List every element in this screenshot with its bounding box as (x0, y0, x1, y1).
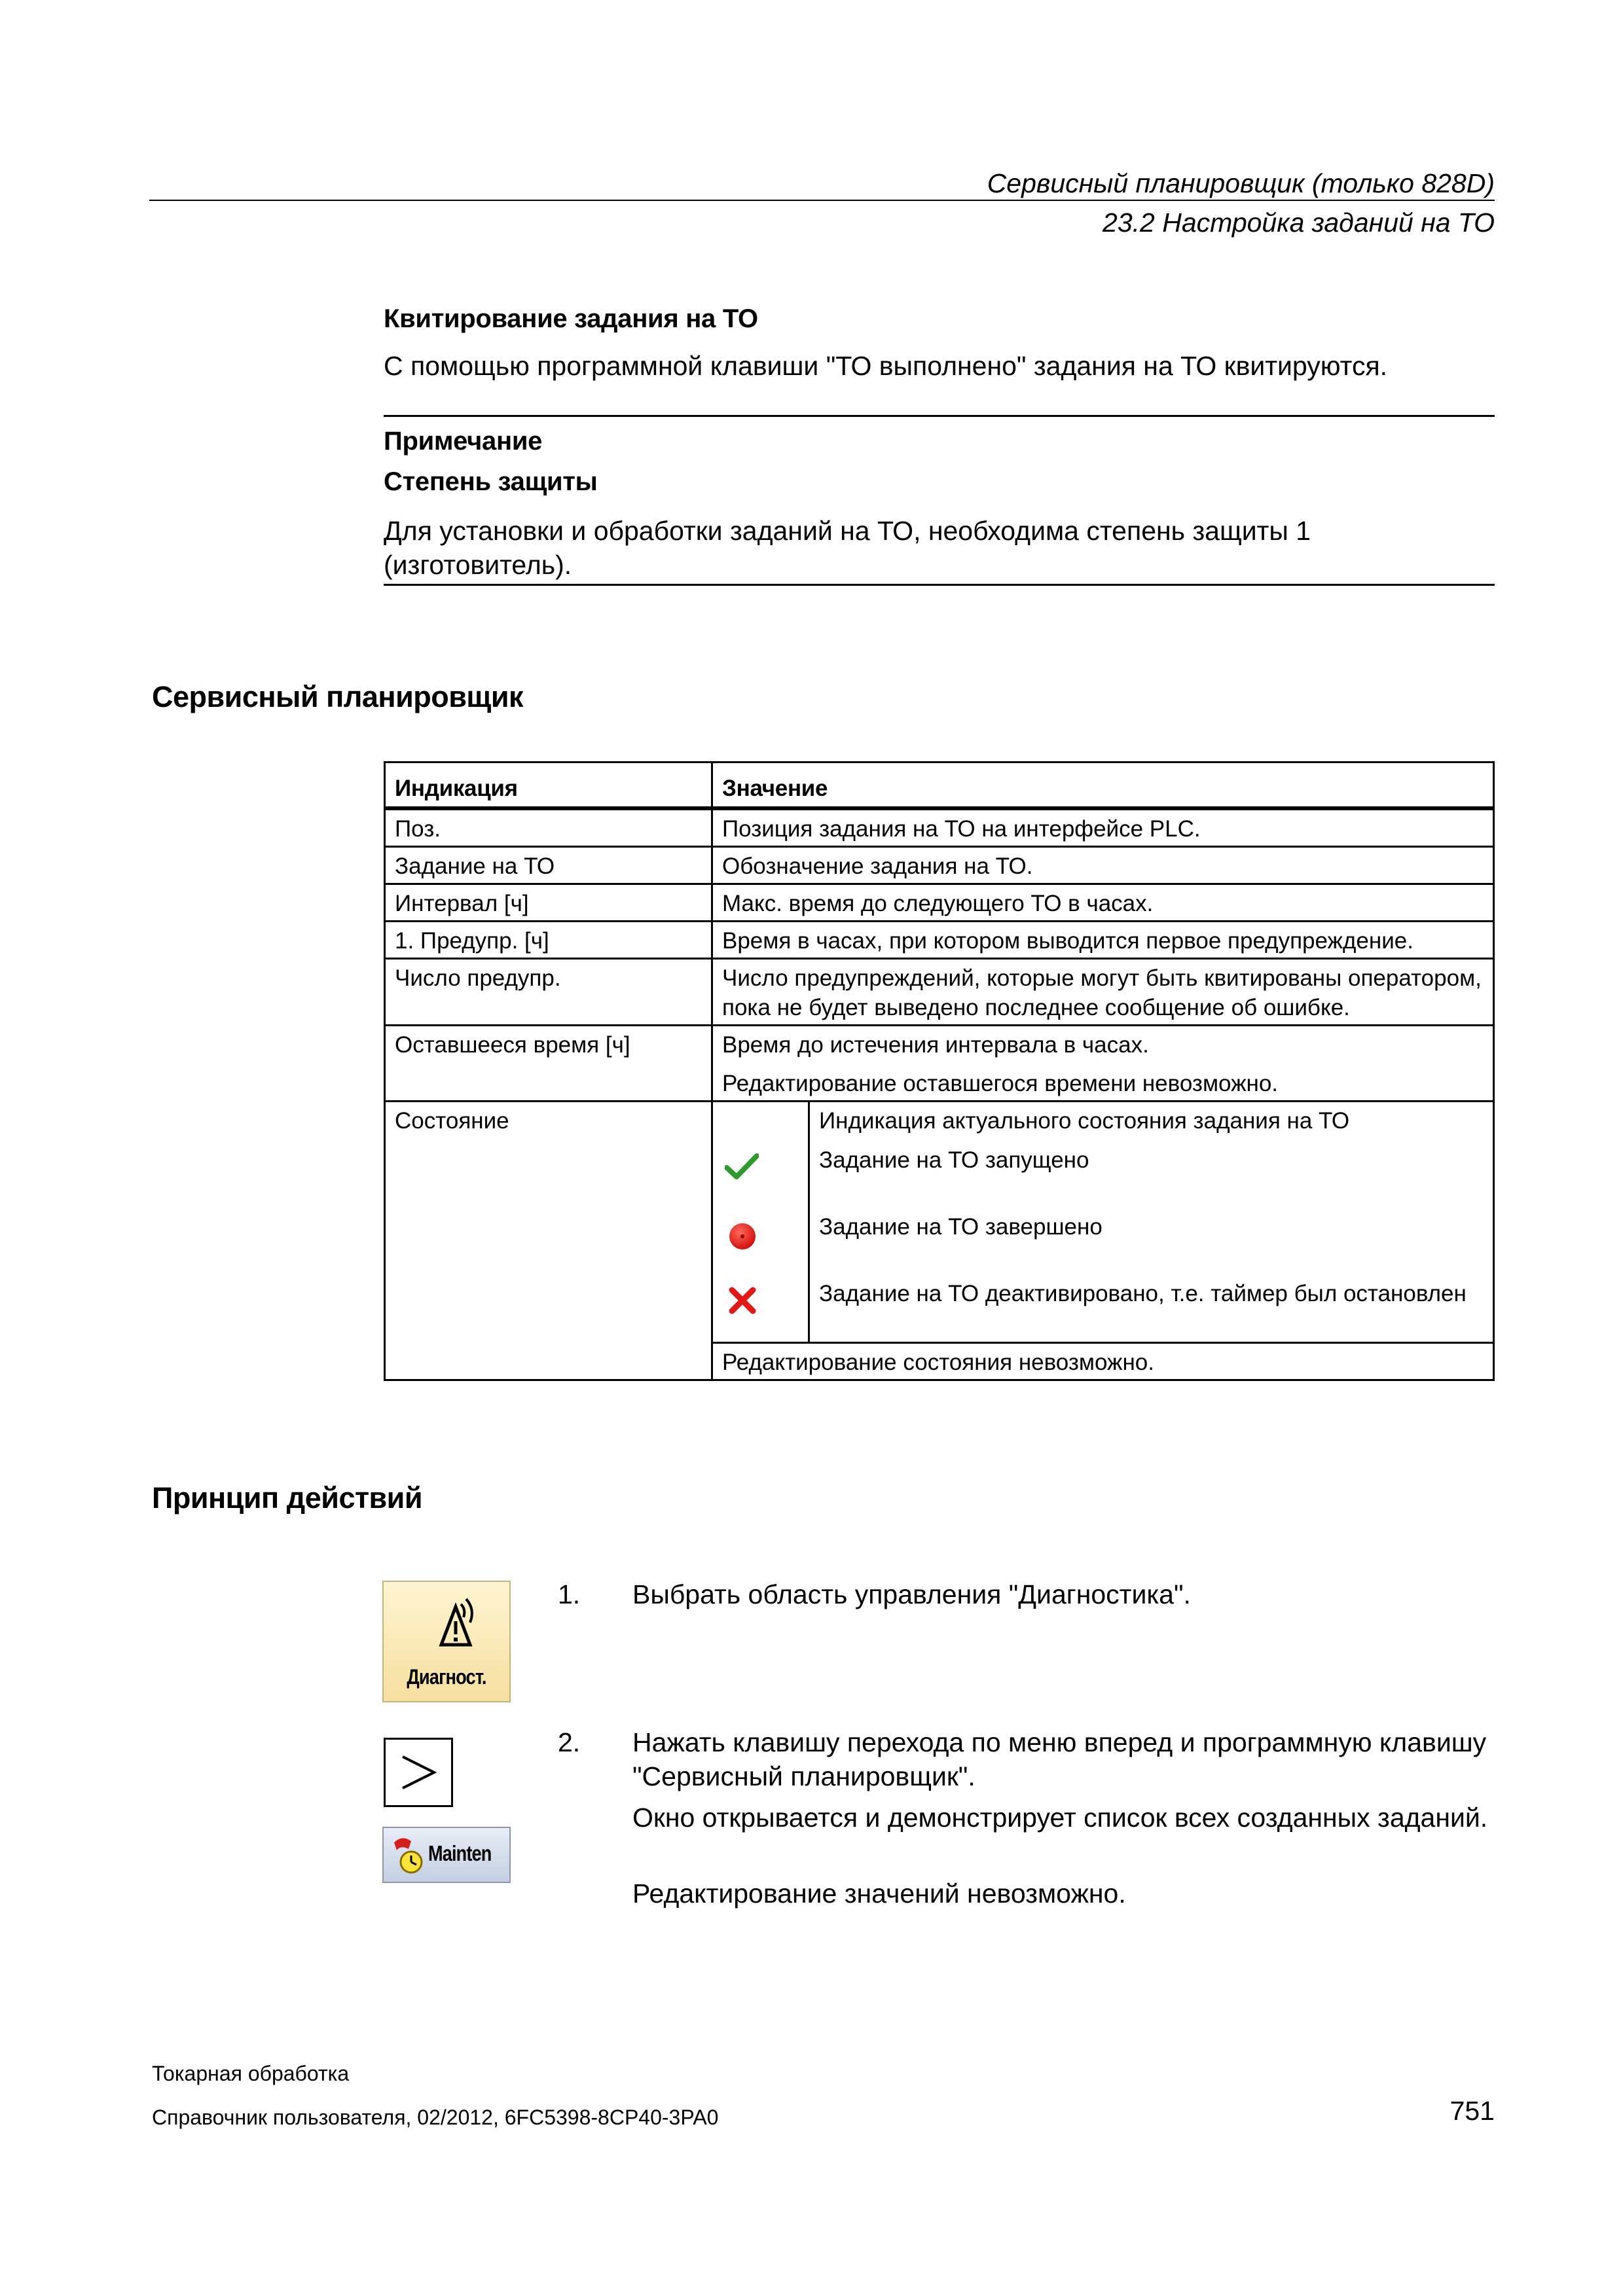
note-top-rule (384, 415, 1495, 417)
table-header-row (385, 762, 1494, 809)
table-row (385, 922, 1494, 959)
meaning-cell: Обозначение задания на ТО. (712, 847, 1494, 884)
meaning-cell: Макс. время до следующего ТО в часах. (712, 884, 1494, 922)
section-title-scheduler: Сервисный планировщик (152, 680, 524, 713)
table-row (385, 847, 1494, 884)
indication-table (384, 761, 1495, 1381)
step-text: Выбрать область управления "Диагностика". (632, 1579, 1191, 1609)
diagnostics-softkey-label: Диагност. (407, 1665, 486, 1689)
step-text: Окно открывается и демонстрирует список всех созданных заданий. (632, 1803, 1488, 1833)
acknowledge-text: С помощью программной клавиши "ТО выполнено" задания на ТО квитируются. (384, 351, 1388, 381)
table-row-state (385, 1102, 1494, 1343)
green-check-icon (725, 1152, 759, 1181)
meaning-cell (712, 1026, 1494, 1102)
note-label: Примечание (384, 427, 543, 456)
state-icon-column (713, 1102, 810, 1342)
indication-cell: Оставшееся время [ч] (385, 1026, 712, 1102)
section-header: 23.2 Настройка заданий на ТО (1103, 207, 1495, 238)
section-title-procedure: Принцип действий (152, 1481, 422, 1515)
note-bottom-rule (384, 584, 1495, 586)
diagnostics-softkey[interactable] (382, 1581, 511, 1702)
note-text: Для установки и обработки заданий на ТО, необходима степень защиты 1 (изготовитель). (384, 516, 1311, 580)
step-number: 2. (558, 1727, 581, 1757)
red-cross-icon (729, 1287, 756, 1314)
footer-product: Токарная обработка (152, 2062, 350, 2085)
meaning-note: Редактирование оставшегося времени невозможно. (722, 1071, 1279, 1096)
state-finished-text: Задание на ТО завершено (819, 1214, 1103, 1240)
meaning-cell: Время в часах, при котором выводится первое предупреждение. (712, 922, 1494, 959)
indication-cell: Поз. (385, 808, 712, 847)
acknowledge-title: Квитирование задания на ТО (384, 304, 758, 333)
red-circle-icon (727, 1221, 757, 1251)
state-intro: Индикация актуального состояния задания на ТО (819, 1108, 1350, 1134)
menu-forward-key[interactable] (384, 1738, 453, 1807)
indication-cell: 1. Предупр. [ч] (385, 922, 712, 959)
state-text-column (810, 1102, 1493, 1342)
note-subtitle: Степень защиты (384, 467, 598, 496)
page-number: 751 (1450, 2096, 1495, 2126)
step-text: Редактирование значений невозможно. (632, 1878, 1126, 1909)
indication-cell: Число предупр. (385, 959, 712, 1026)
column-header-indication: Индикация (385, 762, 712, 809)
maintenance-softkey-label: Mainten (428, 1841, 492, 1865)
meaning-cell: Редактирование состояния невозможно. (712, 1343, 1494, 1380)
maintenance-softkey[interactable] (382, 1827, 511, 1883)
header-rule (149, 200, 1495, 201)
footer-document: Справочник пользователя, 02/2012, 6FC5398-8CP40-3PA0 (152, 2106, 719, 2129)
chevron-right-icon (386, 1740, 451, 1805)
column-header-meaning: Значение (712, 762, 1494, 809)
chapter-header: Сервисный планировщик (только 828D) (987, 168, 1495, 198)
meaning-cell: Число предупреждений, которые могут быть квитированы оператором, пока не будет выведено последнее сообщение об ошибке. (712, 959, 1494, 1026)
meaning-text: Время до истечения интервала в часах. (722, 1032, 1149, 1058)
indication-cell: Состояние (385, 1102, 712, 1380)
state-deactivated-text: Задание на ТО деактивировано, т.е. таймер был остановлен (819, 1281, 1467, 1306)
state-meaning-cell (712, 1102, 1494, 1343)
table-row (385, 808, 1494, 847)
table-row (385, 959, 1494, 1026)
step-number: 1. (558, 1579, 581, 1609)
table-row (385, 1026, 1494, 1102)
step-text: Нажать клавишу перехода по меню вперед и программную клавишу "Сервисный планировщик". (632, 1727, 1487, 1791)
indication-cell: Интервал [ч] (385, 884, 712, 922)
meaning-cell: Позиция задания на ТО на интерфейсе PLC. (712, 808, 1494, 847)
maintenance-clock-icon (389, 1833, 431, 1878)
state-started-text: Задание на ТО запущено (819, 1147, 1089, 1173)
table-row (385, 884, 1494, 922)
warning-triangle-icon (418, 1592, 481, 1653)
indication-cell: Задание на ТО (385, 847, 712, 884)
